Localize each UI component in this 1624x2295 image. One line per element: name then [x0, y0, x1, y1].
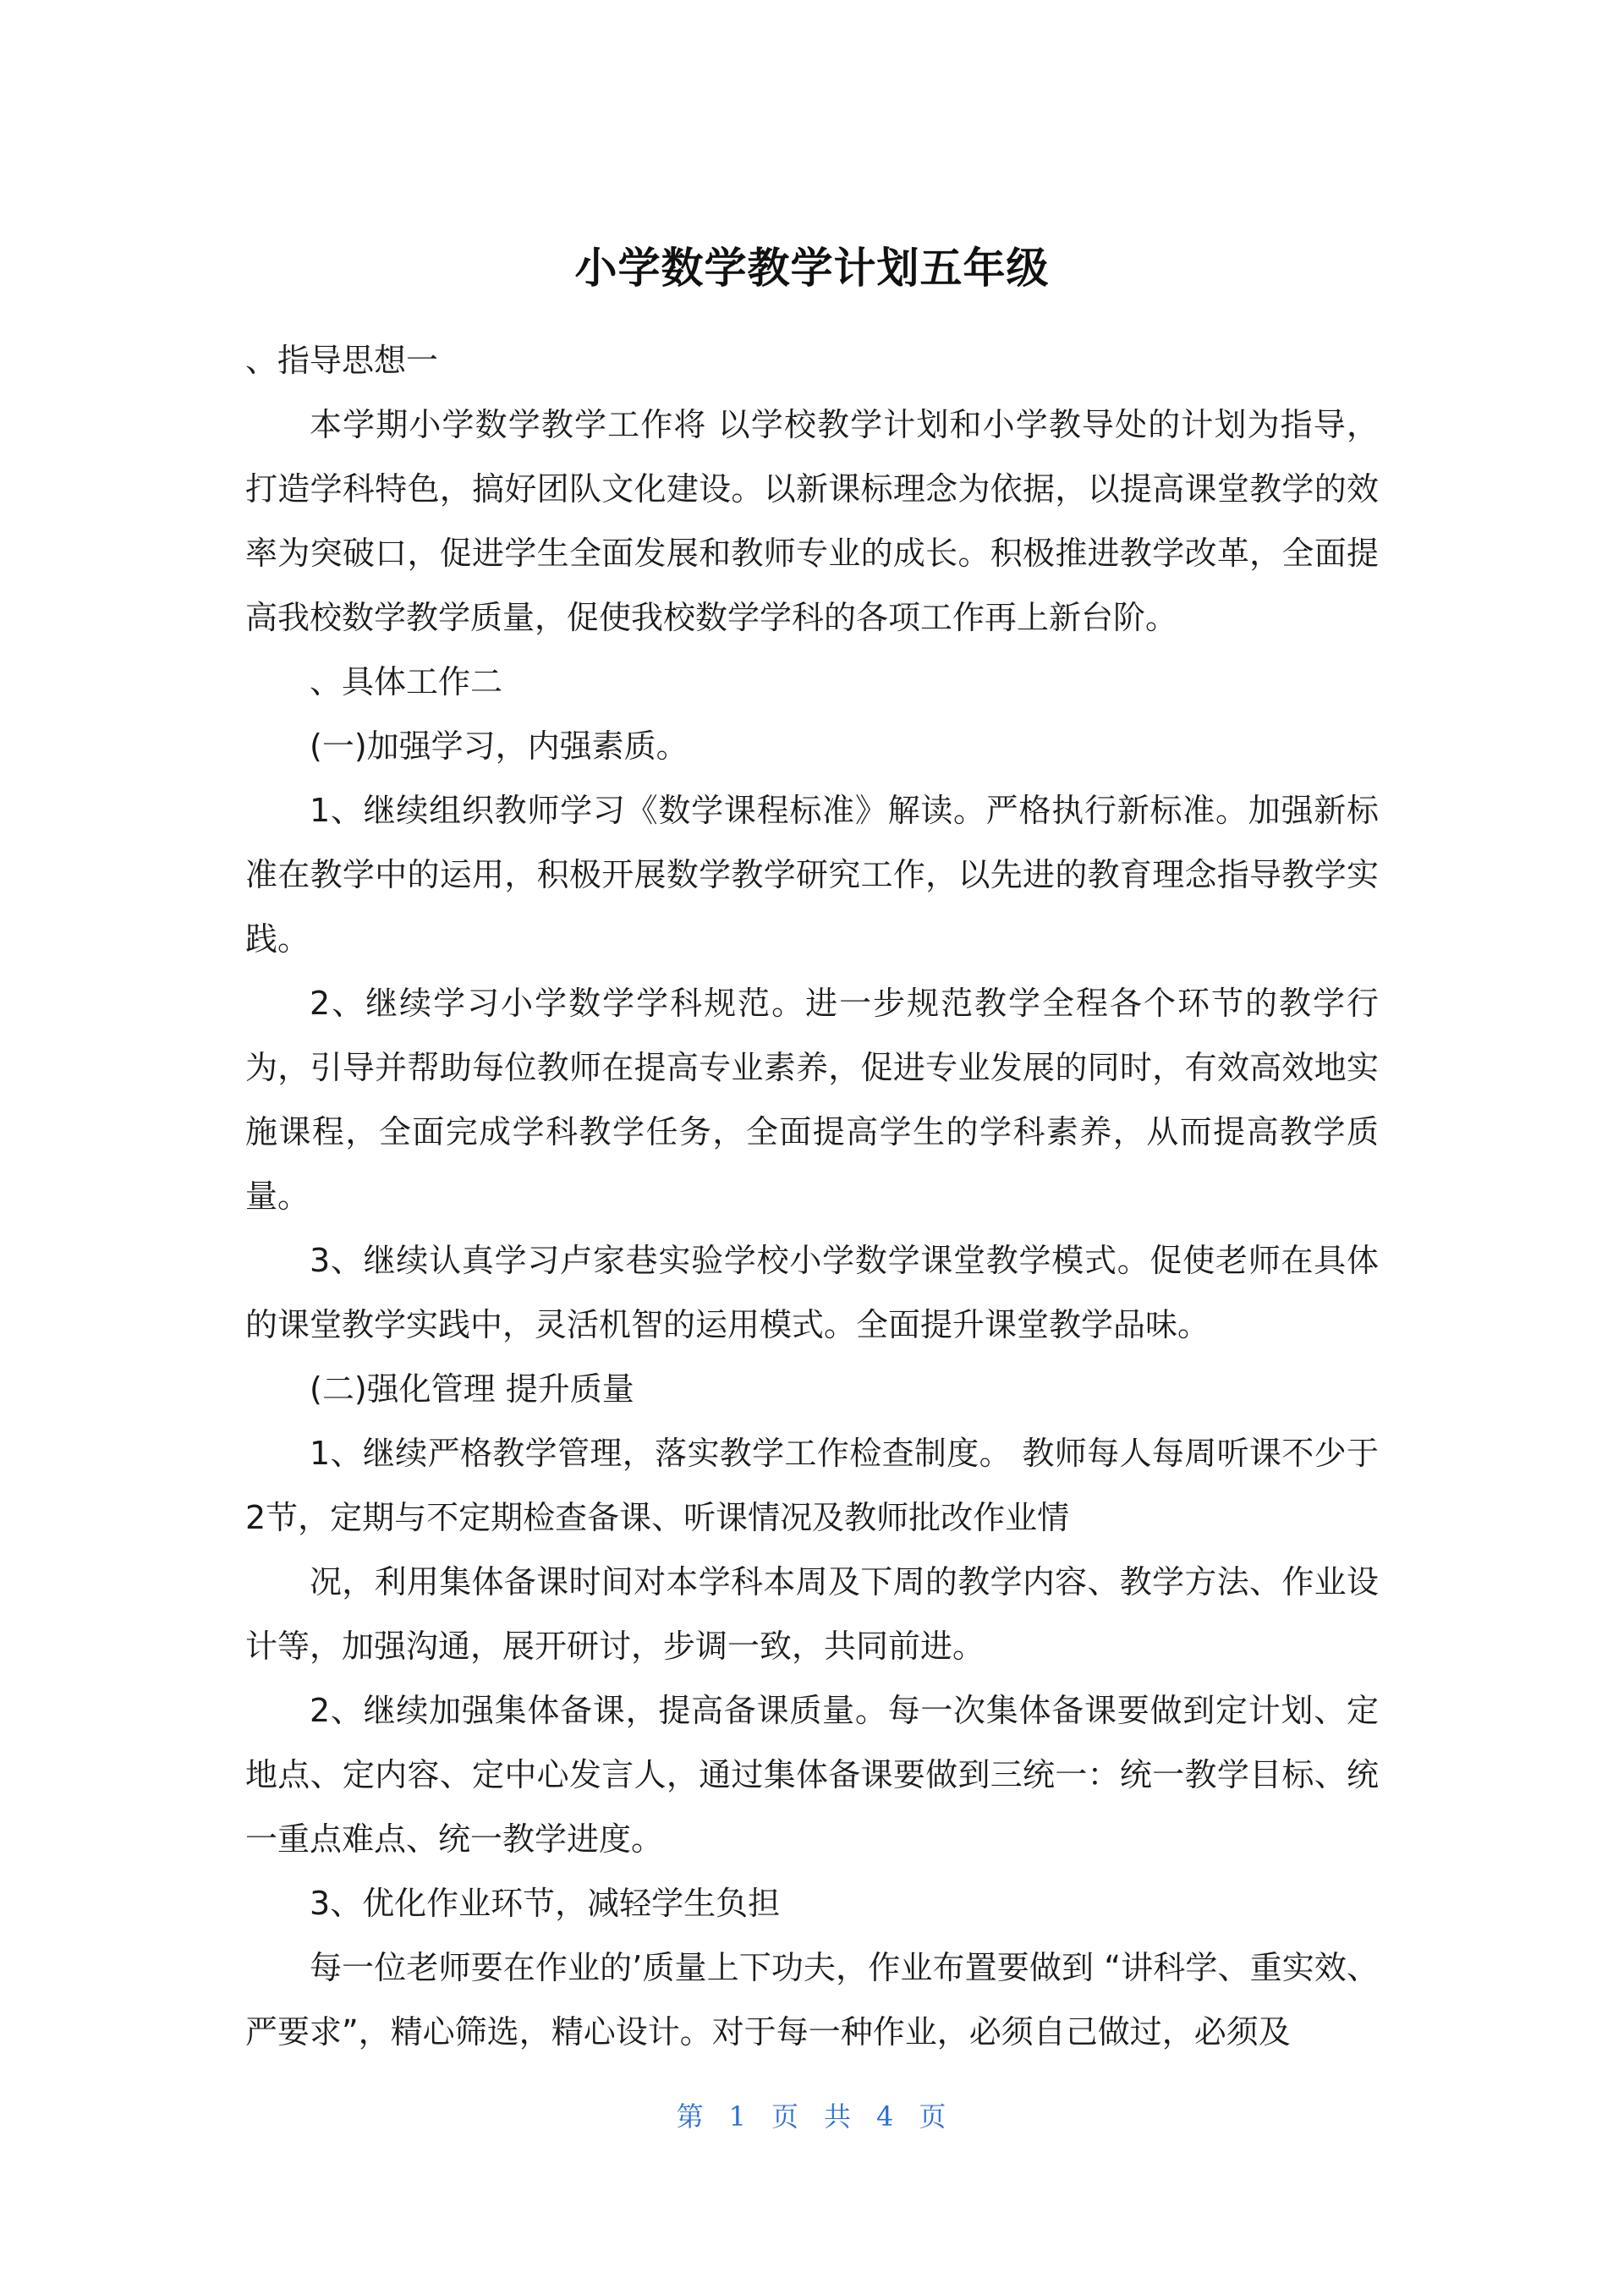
section-heading-1: 、指导思想一: [245, 342, 439, 379]
paragraph-management-3: 3、优化作业环节，减轻学生负担: [310, 1885, 781, 1922]
paragraph-management-2: 2、继续加强集体备课，提高备课质量。每一次集体备课要做到定计划、定地点、定内容、定中心发言人，通过集体备课要做到三统一：统一教学目标、统一重点难点、统一教学进度。: [245, 1692, 1379, 1858]
footer-gong: 共: [824, 2100, 853, 2133]
paragraph-guiding-thought: 本学期小学数学教学工作将 以学校教学计划和小学教导处的计划为指导，打造学科特色，搞好团队文化建设。以新课标理念为依据，以提高课堂教学的效率为突破口，促进学生全面发展和教师专业的成长。积极推进教学改革，全面提高我校数学教学质量，促使我校数学学科的各项工作再上新台阶。: [245, 406, 1379, 636]
paragraph-item-3: 3、继续认真学习卢家巷实验学校小学数学课堂教学模式。促使老师在具体的课堂教学实践中，灵活机智的运用模式。全面提升课堂教学品味。: [245, 1242, 1379, 1343]
subsection-heading-1: (一)加强学习，内强素质。: [310, 727, 689, 765]
footer-ye: 页: [771, 2100, 800, 2133]
footer-page-number: 1: [728, 2100, 748, 2133]
document-title: 小学数学教学计划五年级: [574, 244, 1050, 293]
subsection-heading-2: (二)强化管理 提升质量: [310, 1370, 634, 1408]
footer-di: 第: [676, 2100, 705, 2133]
footer-total-pages: 4: [876, 2100, 896, 2133]
footer-ye2: 页: [919, 2100, 948, 2133]
paragraph-item-2: 2、继续学习小学数学学科规范。进一步规范教学全程各个环节的教学行为，引导并帮助每位教师在提高专业素养，促进专业发展的同时，有效高效地实施课程，全面完成学科教学任务，全面提高学生的学科素养，从而提高教学质量。: [245, 985, 1379, 1215]
page-footer: [0, 2100, 1624, 2133]
section-heading-2: 、具体工作二: [310, 663, 503, 700]
paragraph-management-1: 1、继续严格教学管理，落实教学工作检查制度。 教师每人每周听课不少于2节，定期与不定期检查备课、听课情况及教师批改作业情: [245, 1435, 1379, 1536]
paragraph-homework: 每一位老师要在作业的’质量上下功夫，作业布置要做到 “讲科学、重实效、严要求”，精心筛选，精心设计。对于每一种作业，必须自己做过，必须及: [245, 1949, 1379, 2051]
document-body: [245, 328, 1379, 2064]
paragraph-item-1: 1、继续组织教师学习《数学课程标准》解读。严格执行新标准。加强新标准在教学中的运用，积极开展数学教学研究工作，以先进的教育理念指导教学实践。: [245, 792, 1379, 958]
paragraph-management-1-cont: 况，利用集体备课时间对本学科本周及下周的教学内容、教学方法、作业设计等，加强沟通，展开研讨，步调一致，共同前进。: [245, 1563, 1379, 1665]
